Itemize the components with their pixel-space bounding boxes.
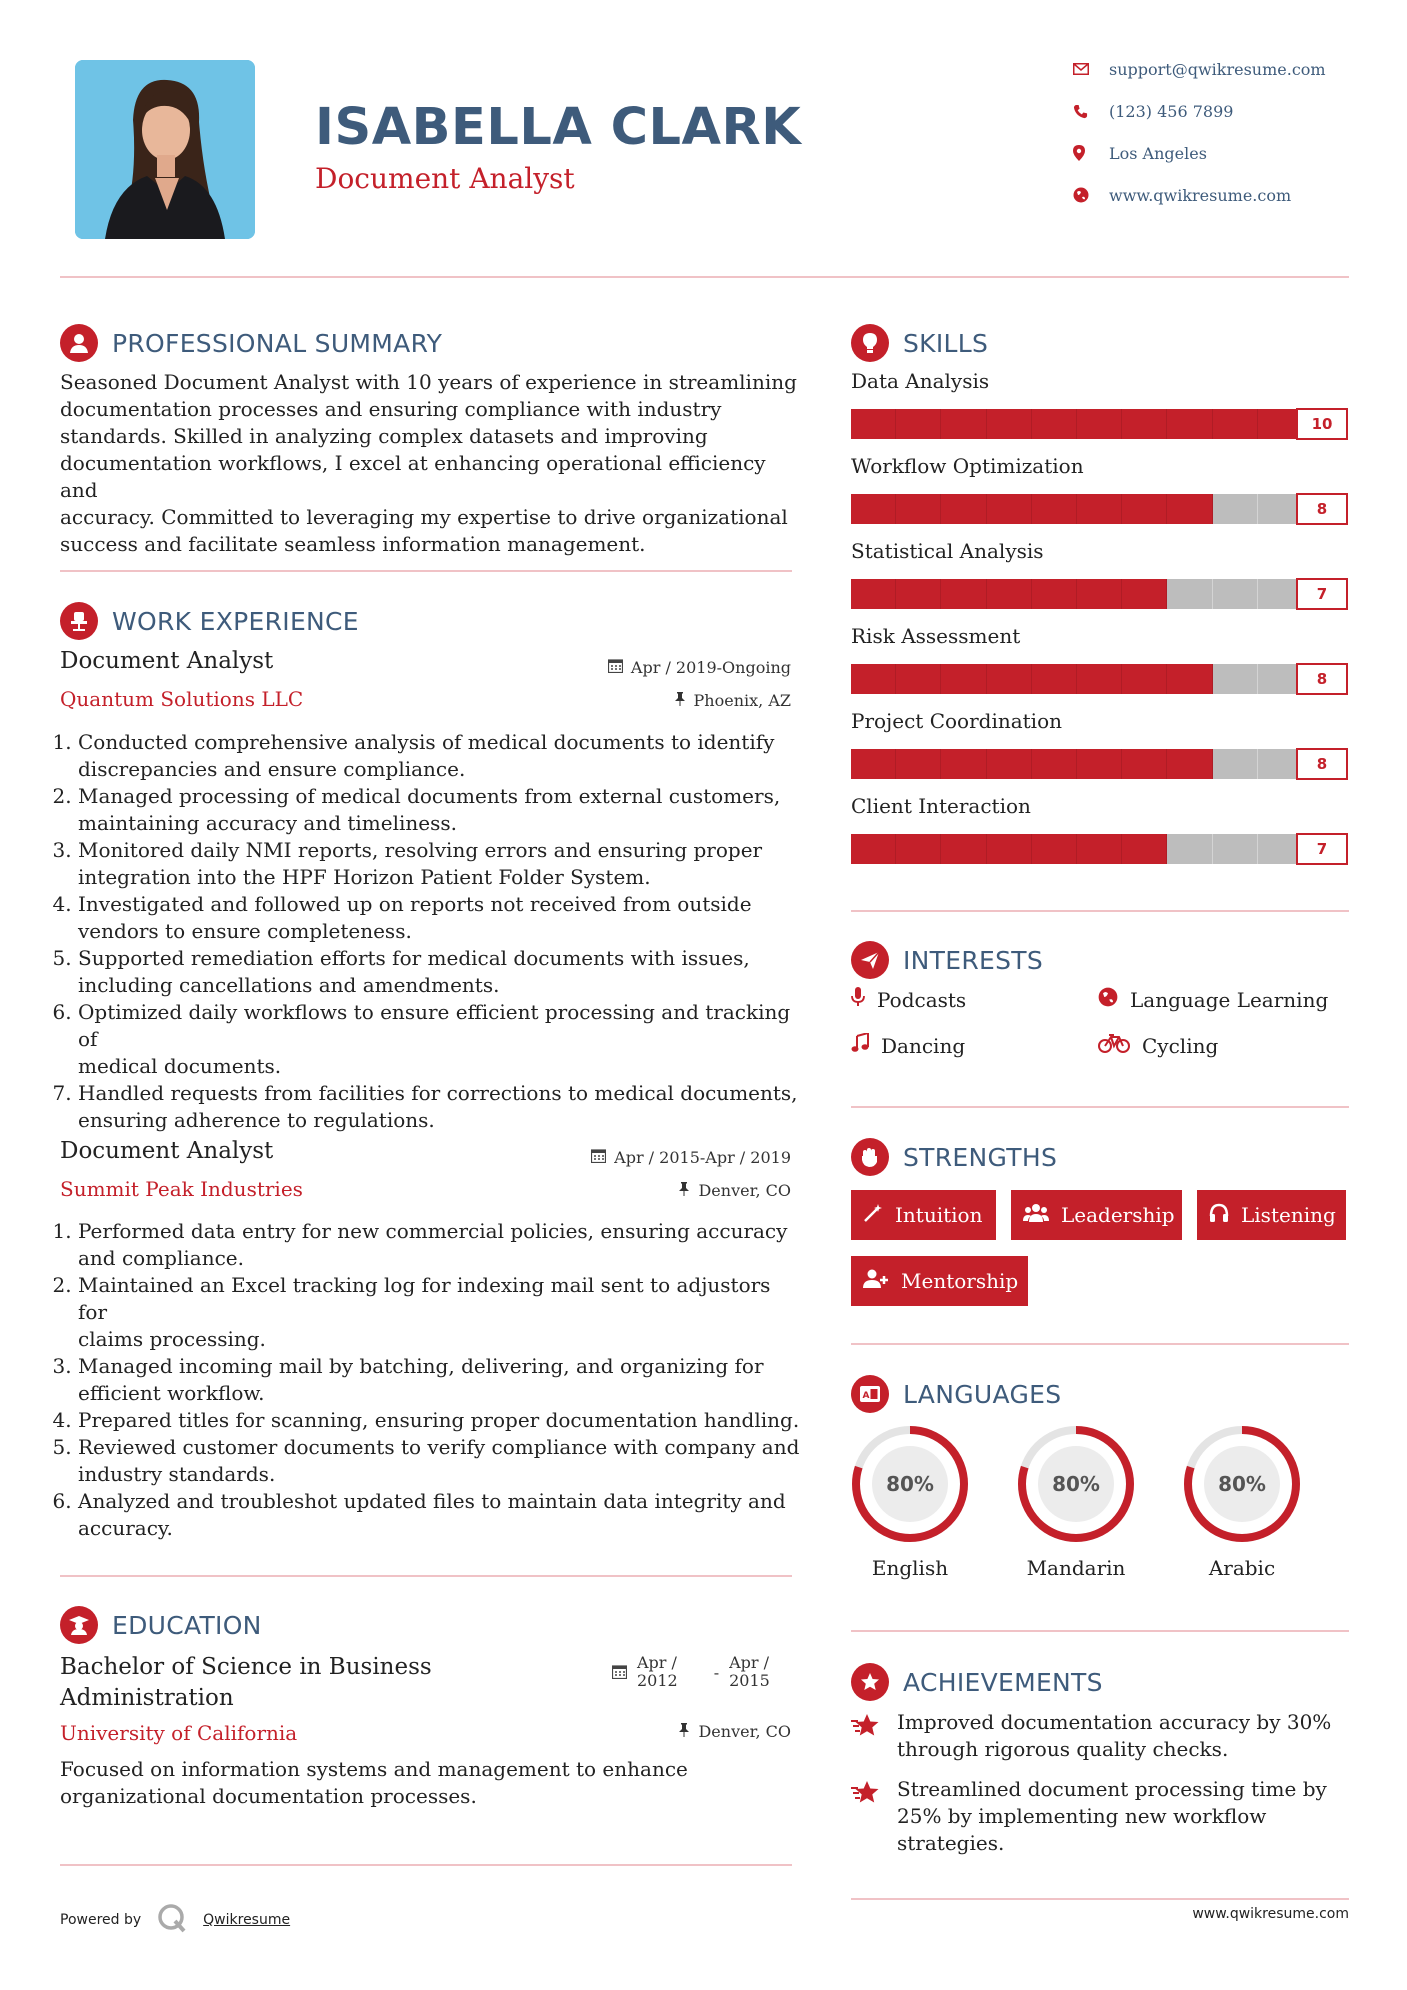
skill-bar-segment: [987, 749, 1032, 779]
language-label: Mandarin: [1026, 1556, 1126, 1580]
language-percent: 80%: [886, 1472, 934, 1496]
education-school: University of California: [60, 1721, 298, 1745]
skill-label: Client Interaction: [851, 794, 1031, 818]
skill-bar-segment: [1077, 494, 1122, 524]
lightbulb-icon: [851, 324, 889, 362]
skill-bar-segment: [987, 664, 1032, 694]
achievement-2: Streamlined document processing time by 25% by implementing new workflow strategies.: [851, 1776, 1351, 1857]
skill-bar-segment: [1032, 834, 1077, 864]
skill-bar-segment: [1077, 749, 1122, 779]
skill-bar-segment: [1167, 834, 1212, 864]
skill-bar-segment: [1077, 579, 1122, 609]
skill-bar-segment: [941, 664, 986, 694]
pushpin-icon: [678, 1181, 690, 1200]
skill-bar-segment: [987, 834, 1032, 864]
experience-divider: [60, 1575, 792, 1577]
skill-score-badge: 10: [1296, 408, 1348, 440]
skill-bar-segment: [851, 664, 896, 694]
skill-bar-segment: [1032, 494, 1077, 524]
star-icon: [851, 1780, 883, 1857]
list-item: 3. Managed incoming mail by batching, delivering, and organizing for efficient workflow.: [78, 1353, 800, 1407]
headphones-icon: [1209, 1203, 1229, 1228]
strength-leadership: Leadership: [1011, 1190, 1182, 1240]
calendar-icon: [608, 658, 623, 677]
skill-bar-segment: [896, 494, 941, 524]
list-item: 2. Managed processing of medical documents from external customers, maintaining accuracy and timeliness.: [78, 783, 800, 837]
list-item: 2. Maintained an Excel tracking log for indexing mail sent to adjustors for claims processing.: [78, 1272, 800, 1353]
list-item: 1. Conducted comprehensive analysis of medical documents to identify discrepancies and ensure compliance.: [78, 729, 800, 783]
skill-bar-segment: [1032, 749, 1077, 779]
skill-bar-segment: [1122, 749, 1167, 779]
footer-powered-by: Powered by Qwikresume: [60, 1903, 290, 1937]
skills-heading: SKILLS: [851, 323, 988, 363]
language-percent: 80%: [1218, 1472, 1266, 1496]
skill-bar-segment: [851, 834, 896, 864]
skill-bar: [851, 579, 1348, 609]
skill-bar-segment: [941, 409, 986, 439]
interest-language-learning: Language Learning: [1098, 987, 1328, 1012]
job-2-dates: Apr / 2015-Apr / 2019: [591, 1148, 791, 1167]
skill-bar-segment: [1167, 664, 1212, 694]
svg-text:A: A: [862, 1391, 870, 1401]
strength-mentorship: Mentorship: [851, 1256, 1028, 1306]
summary-heading: PROFESSIONAL SUMMARY: [60, 323, 442, 363]
summary-divider: [60, 570, 792, 572]
list-item: 4. Investigated and followed up on reports not received from outside vendors to ensure completeness.: [78, 891, 800, 945]
users-icon: [1023, 1203, 1049, 1228]
skill-bar-segment: [896, 579, 941, 609]
skill-bar: [851, 834, 1348, 864]
graduate-icon: [60, 1606, 98, 1644]
skill-bar-segment: [851, 749, 896, 779]
skill-bar-segment: [1122, 834, 1167, 864]
skill-bar-segment: [1213, 494, 1258, 524]
skill-bar-segment: [1213, 834, 1258, 864]
skill-bar-segment: [1032, 664, 1077, 694]
skill-bar-segment: [1122, 579, 1167, 609]
skill-bar-segment: [1122, 494, 1167, 524]
chair-icon: [60, 602, 98, 640]
skill-bar-segment: [987, 579, 1032, 609]
contact-phone[interactable]: (123) 456 7899: [1073, 97, 1233, 125]
summary-text: Seasoned Document Analyst with 10 years of experience in streamlining documentation processes and ensuring compliance with industry standards. Skilled in analyzing complex datasets and improving documentation workflows, I excel at enhancing operational efficiency and accuracy. Committed to leveraging my expertise to drive organizational success and facilitate seamless information management.: [60, 370, 797, 556]
calendar-icon: [612, 1664, 627, 1683]
skill-bar-segment: [1122, 664, 1167, 694]
language-ring: [1014, 1422, 1138, 1550]
interests-divider: [851, 1106, 1349, 1108]
skill-score-badge: 8: [1296, 663, 1348, 695]
candidate-name: ISABELLA CLARK: [315, 98, 802, 157]
language-ring: [848, 1422, 972, 1550]
contact-website[interactable]: www.qwikresume.com: [1073, 181, 1291, 209]
list-item: 3. Monitored daily NMI reports, resolving errors and ensuring proper integration into the HPF Horizon Patient Folder System.: [78, 837, 800, 891]
education-dates: Apr / 2012 - Apr / 2015: [612, 1654, 770, 1690]
skill-bar: [851, 749, 1348, 779]
language-icon: [851, 1375, 889, 1413]
skill-bar-segment: [1213, 579, 1258, 609]
skill-bar-segment: [851, 409, 896, 439]
skill-label: Risk Assessment: [851, 624, 1021, 648]
strengths-divider: [851, 1343, 1349, 1345]
skill-bar-segment: [896, 749, 941, 779]
candidate-role: Document Analyst: [315, 162, 575, 195]
list-item: 5. Supported remediation efforts for medical documents with issues, including cancellations and amendments.: [78, 945, 800, 999]
education-divider: [60, 1864, 792, 1866]
skill-bar-segment: [896, 834, 941, 864]
skill-bar-segment: [1167, 579, 1212, 609]
skill-bar-segment: [1213, 749, 1258, 779]
education-heading: EDUCATION: [60, 1605, 262, 1645]
contact-email[interactable]: support@qwikresume.com: [1073, 55, 1326, 83]
list-item: 6. Analyzed and troubleshot updated files to maintain data integrity and accuracy.: [78, 1488, 800, 1542]
profile-photo: [75, 60, 255, 239]
strengths-heading: STRENGTHS: [851, 1137, 1057, 1177]
skill-bar-segment: [941, 494, 986, 524]
list-item: 1. Performed data entry for new commercial policies, ensuring accuracy and compliance.: [78, 1218, 800, 1272]
education-location: Denver, CO: [678, 1722, 791, 1741]
header-divider: [60, 276, 1349, 278]
list-item: 4. Prepared titles for scanning, ensuring proper documentation handling.: [78, 1407, 800, 1434]
list-item: 6. Optimized daily workflows to ensure efficient processing and tracking of medical documents.: [78, 999, 800, 1080]
bicycle-icon: [1098, 1033, 1130, 1058]
interest-podcasts: Podcasts: [851, 987, 966, 1012]
skill-bar-segment: [1032, 579, 1077, 609]
skill-label: Statistical Analysis: [851, 539, 1044, 563]
globe-icon: [1098, 987, 1118, 1012]
languages-heading: A LANGUAGES: [851, 1374, 1061, 1414]
skill-bar-segment: [851, 494, 896, 524]
skill-label: Workflow Optimization: [851, 454, 1084, 478]
strength-intuition: Intuition: [851, 1190, 996, 1240]
footer-website[interactable]: www.qwikresume.com: [1192, 1906, 1349, 1922]
achievement-1: Improved documentation accuracy by 30% through rigorous quality checks.: [851, 1709, 1351, 1763]
skill-label: Data Analysis: [851, 369, 990, 393]
achievements-divider: [851, 1898, 1349, 1900]
skill-score-badge: 7: [1296, 578, 1348, 610]
skill-bar-segment: [851, 579, 896, 609]
skill-bar-segment: [896, 409, 941, 439]
skill-bar-segment: [1167, 409, 1212, 439]
language-ring: [1180, 1422, 1304, 1550]
education-degree: Bachelor of Science in Business Administration: [60, 1654, 432, 1711]
skill-bar-segment: [896, 664, 941, 694]
skill-bar-segment: [1122, 409, 1167, 439]
user-icon: [60, 324, 98, 362]
skill-bar-segment: [1213, 664, 1258, 694]
job-2-location: Denver, CO: [678, 1181, 791, 1200]
skill-bar-segment: [987, 409, 1032, 439]
job-2-company: Summit Peak Industries: [60, 1177, 303, 1201]
skill-bar-segment: [1167, 494, 1212, 524]
job-1-duties: [60, 729, 800, 1134]
qwikresume-link[interactable]: Qwikresume: [203, 1912, 291, 1928]
skill-bar-segment: [1167, 749, 1212, 779]
pushpin-icon: [678, 1722, 690, 1741]
achievements-heading: ACHIEVEMENTS: [851, 1662, 1103, 1702]
languages-divider: [851, 1630, 1349, 1632]
skills-divider: [851, 910, 1349, 912]
language-percent: 80%: [1052, 1472, 1100, 1496]
job-1-location: Phoenix, AZ: [674, 691, 791, 710]
magic-wand-icon: [863, 1203, 883, 1228]
job-1-title: Document Analyst: [60, 648, 274, 674]
interests-heading: INTERESTS: [851, 940, 1043, 980]
phone-icon: [1073, 104, 1109, 119]
skill-bar-segment: [987, 494, 1032, 524]
skill-bar: [851, 494, 1348, 524]
envelope-icon: [1073, 63, 1109, 75]
skill-bar-segment: [941, 579, 986, 609]
contact-location: Los Angeles: [1073, 139, 1207, 167]
fist-icon: [851, 1138, 889, 1176]
globe-icon: [1073, 187, 1109, 203]
list-item: 5. Reviewed customer documents to verify compliance with company and industry standards.: [78, 1434, 800, 1488]
skill-bar-segment: [1213, 409, 1258, 439]
microphone-icon: [851, 987, 865, 1012]
skill-score-badge: 8: [1296, 748, 1348, 780]
job-2-duties: [60, 1218, 800, 1542]
skill-score-badge: 8: [1296, 493, 1348, 525]
language-label: Arabic: [1208, 1556, 1276, 1580]
pushpin-icon: [674, 691, 686, 710]
skill-bar-segment: [1077, 834, 1122, 864]
skill-bar-segment: [941, 749, 986, 779]
language-label: English: [871, 1556, 949, 1580]
paper-plane-icon: [851, 941, 889, 979]
list-item: 7. Handled requests from facilities for corrections to medical documents, ensuring adherence to regulations.: [78, 1080, 800, 1134]
music-note-icon: [851, 1033, 869, 1058]
skill-bar-segment: [1077, 409, 1122, 439]
job-2-title: Document Analyst: [60, 1138, 274, 1164]
skill-bar: [851, 409, 1348, 439]
job-1-company: Quantum Solutions LLC: [60, 687, 304, 711]
strength-listening: Listening: [1197, 1190, 1346, 1240]
skill-bar-segment: [941, 834, 986, 864]
skill-label: Project Coordination: [851, 709, 1062, 733]
qwikresume-logo-icon: [157, 1903, 187, 1937]
user-plus-icon: [863, 1269, 889, 1294]
calendar-icon: [591, 1148, 606, 1167]
map-pin-icon: [1073, 145, 1109, 161]
skill-bar-segment: [1077, 664, 1122, 694]
education-description: Focused on information systems and management to enhance organizational documentation processes.: [60, 1757, 688, 1808]
interest-cycling: Cycling: [1098, 1033, 1218, 1058]
skill-bar-segment: [1032, 409, 1077, 439]
interest-dancing: Dancing: [851, 1033, 965, 1058]
star-icon: [851, 1713, 883, 1763]
skill-score-badge: 7: [1296, 833, 1348, 865]
job-1-dates: Apr / 2019-Ongoing: [608, 658, 791, 677]
experience-heading: WORK EXPERIENCE: [60, 601, 359, 641]
skill-bar: [851, 664, 1348, 694]
star-badge-icon: [851, 1663, 889, 1701]
